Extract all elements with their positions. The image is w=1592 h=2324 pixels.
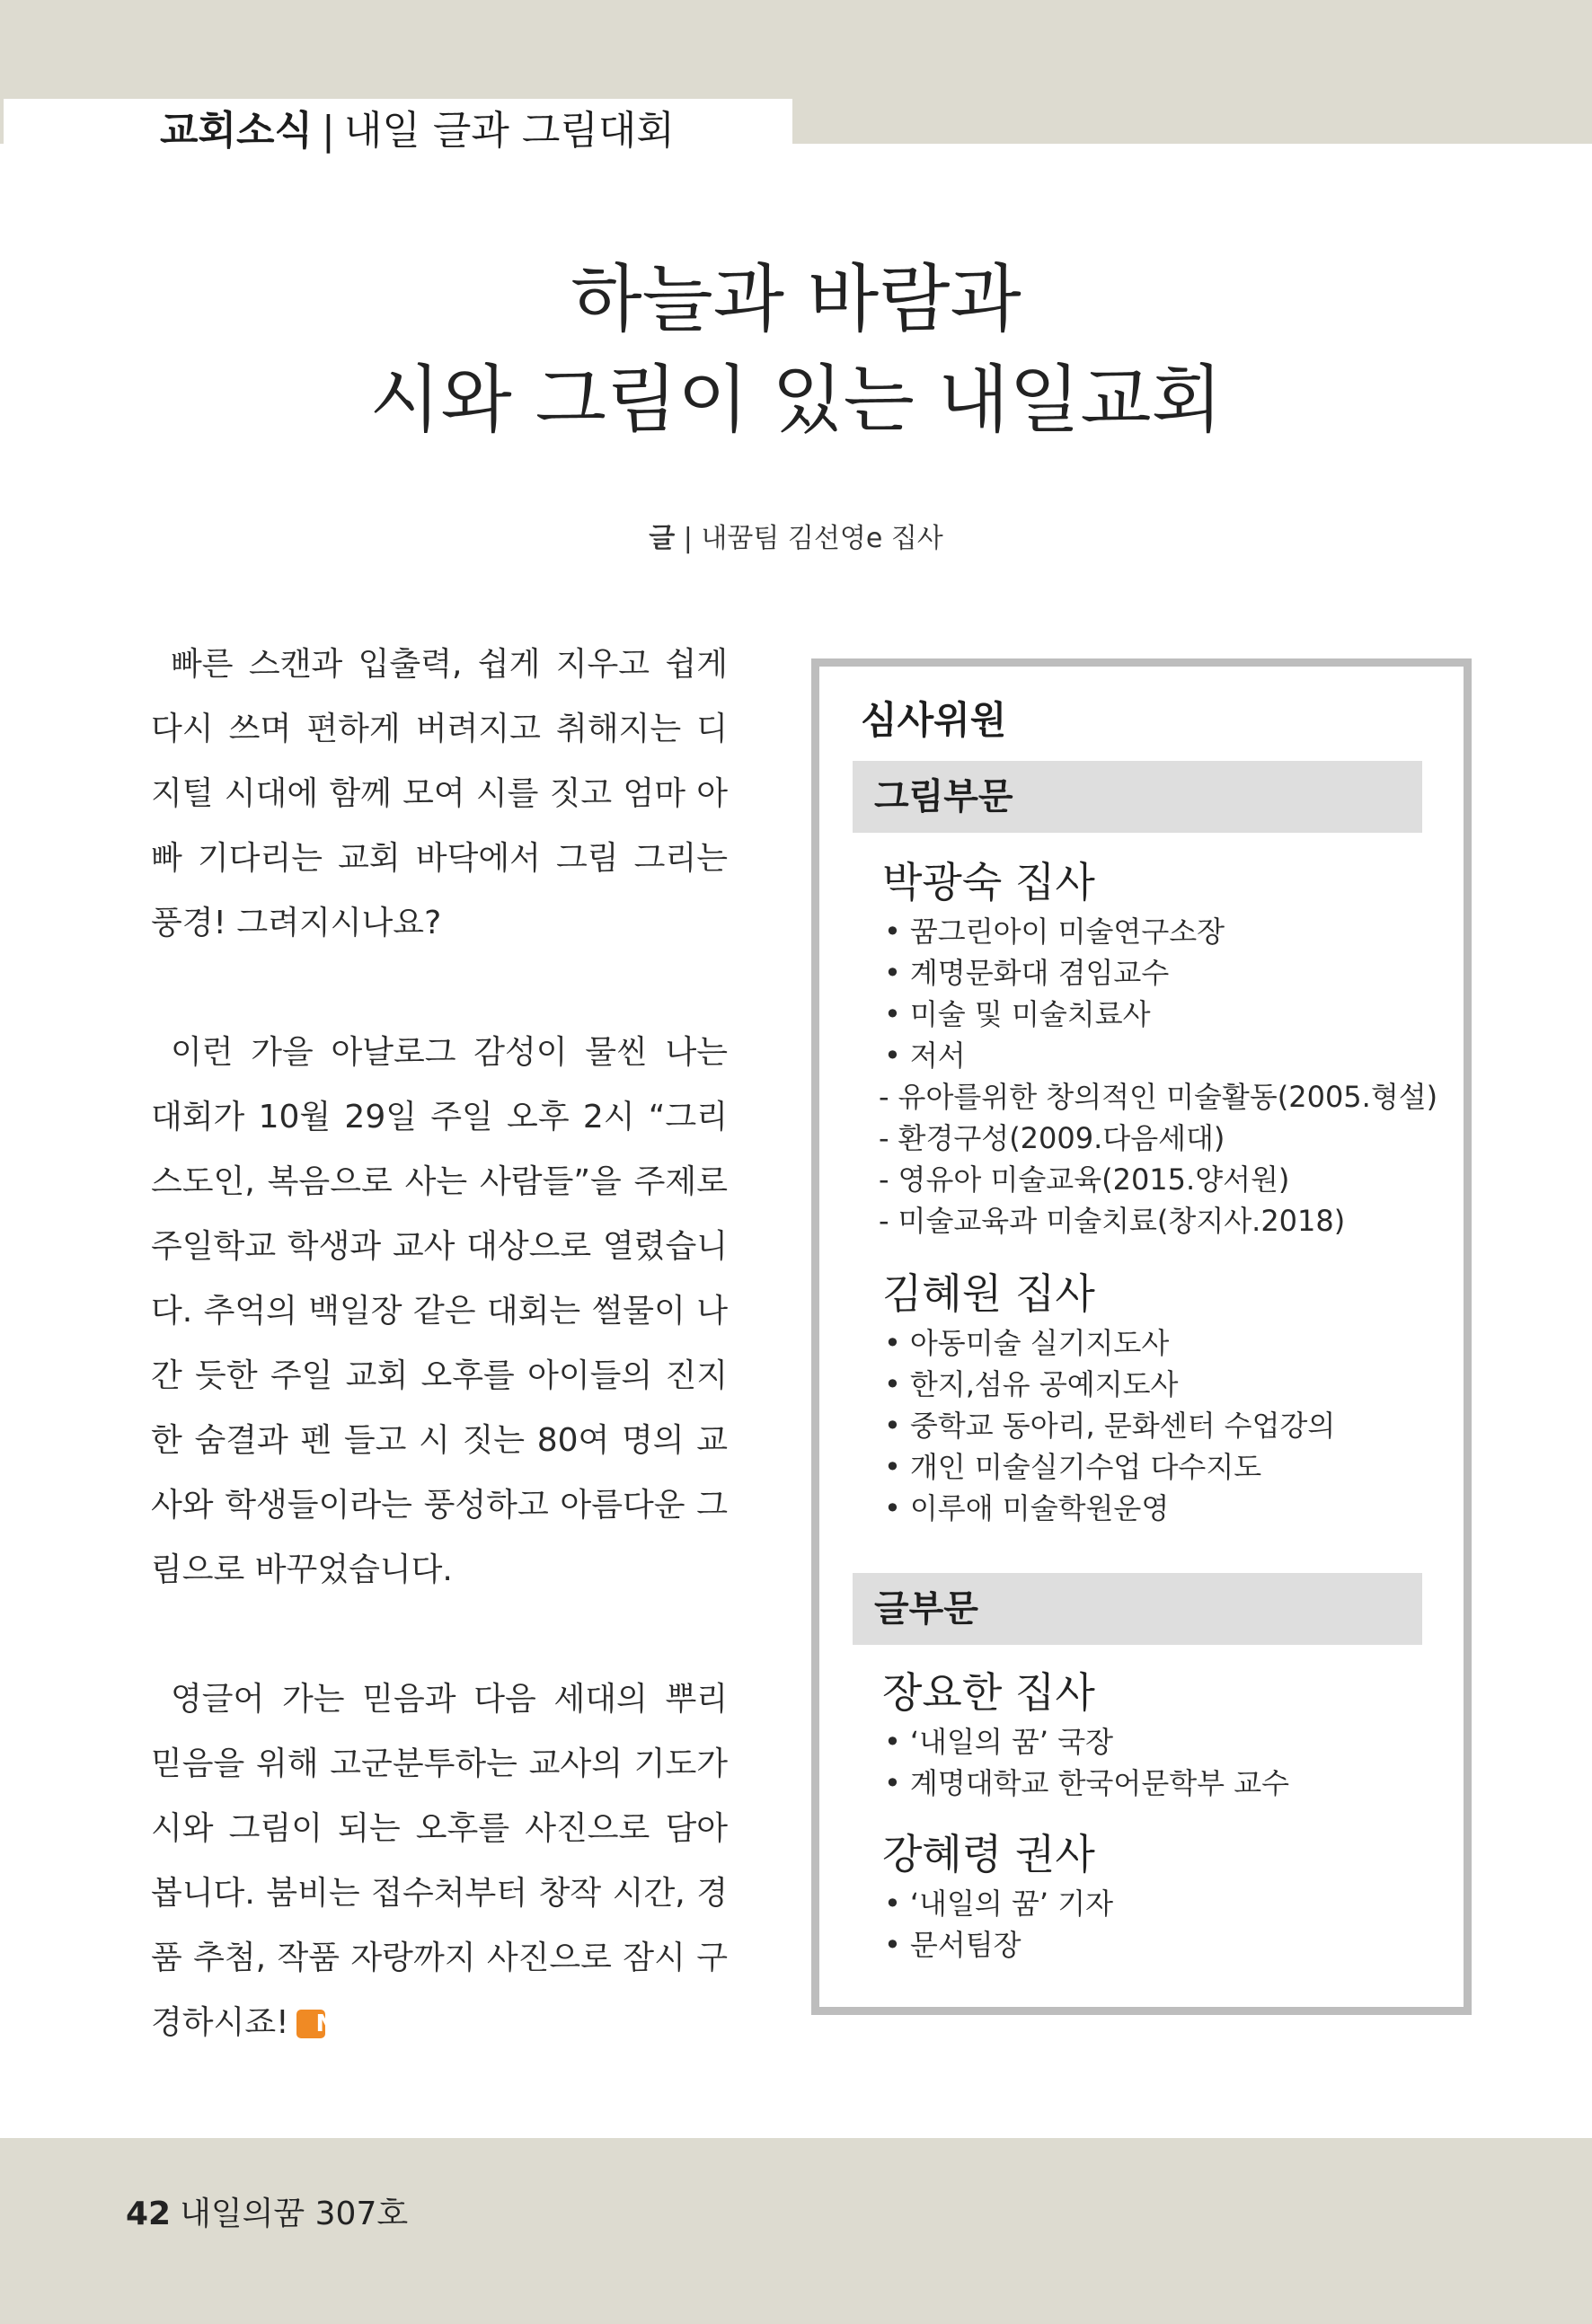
judge-entry [819,1265,1464,1529]
article-paragraph [151,1667,728,2055]
publication-name: 내일의꿈 307호 [180,2196,409,2232]
judge-name: 박광숙 집사 [882,858,1095,906]
credential-item: • 이루애 미술학원운영 [884,1488,1464,1529]
judges-panel [811,658,1472,2015]
judge-name: 장요한 집사 [882,1668,1095,1717]
credential-item: • 저서 [884,1035,1464,1076]
header-separator: | [322,108,335,154]
credential-item: • 한지,섬유 공예지도사 [884,1364,1464,1405]
header-category: 교회소식 [160,108,314,154]
title-line-2: 시와 그림이 있는 내일교회 [369,358,1223,443]
article-title [0,250,1592,451]
credential-item: • 미술 및 미술치료사 [884,994,1464,1035]
article-paragraph: 이런 가을 아날로그 감성이 물씬 나는 대회가 10월 29일 주일 오후 2시 “그리스도인, 복음으로 사는 사람들”을 주제로 주일학교 학생과 교사 대상으로 열렸습니다. 추억의 백일장 같은 대회는 썰물이 나간 듯한 주일 교회 오후를 아이들의 진지한 숨결과 펜 들고 시 짓는 80여 명의 교사와 학생들이라는 풍성하고 아름다운 그림으로 바꾸었습니다. [151,1034,728,1588]
book-item: - 미술교육과 미술치료(창지사.2018) [884,1200,1464,1242]
page-number: 42 [126,2196,172,2232]
article-paragraph: 빠른 스캔과 입출력, 쉽게 지우고 쉽게 다시 쓰며 편하게 버려지고 취해지는 디지털 시대에 함께 모여 시를 짓고 엄마 아빠 기다리는 교회 바닥에서 그림 그리는 풍경! 그려지시나요? [151,646,728,941]
judge-entry [819,1825,1464,1966]
header-section: 내일 글과 그림대회 [343,108,675,154]
credential-item: • 아동미술 실기지도사 [884,1322,1464,1364]
writing-section-bar: 글부문 [853,1573,1422,1645]
byline-separator: | [683,523,693,554]
page-footer [126,2192,408,2237]
judge-credentials [819,1721,1464,1804]
paragraph-text: 영글어 가는 믿음과 다음 세대의 뿌리 믿음을 위해 고군분투하는 교사의 기도가 시와 그림이 되는 오후를 사진으로 담아 봅니다. 붐비는 접수처부터 창작 시간, 경품 추첨, 작품 자랑까지 사진으로 잠시 구경하시죠! [151,1681,728,2041]
credential-item: • 계명문화대 겸임교수 [884,952,1464,994]
judge-name: 강혜령 권사 [882,1830,1095,1878]
book-item: - 환경구성(2009.다음세대) [884,1118,1464,1159]
section-header [160,104,675,158]
book-item: - 유아를위한 창의적인 미술활동(2005.형설) [884,1076,1464,1118]
title-line-1: 하늘과 바람과 [570,257,1022,342]
judge-credentials [819,911,1464,1242]
byline [0,517,1592,561]
credential-item: • 중학교 동아리, 문화센터 수업강의 [884,1405,1464,1446]
drawing-section-bar: 그림부문 [853,761,1422,833]
credential-item: • ‘내일의 꿈’ 기자 [884,1883,1464,1924]
judge-entry [819,1664,1464,1804]
credential-item: • ‘내일의 꿈’ 국장 [884,1721,1464,1763]
credential-item: • 문서팀장 [884,1924,1464,1966]
n-logo-icon: N [296,2010,325,2038]
byline-author: 내꿈팀 김선영e 집사 [701,523,943,554]
judge-name: 김혜원 집사 [882,1269,1095,1318]
book-item: - 영유아 미술교육(2015.양서원) [884,1159,1464,1200]
credential-item: • 계명대학교 한국어문학부 교수 [884,1763,1464,1804]
credential-item: • 개인 미술실기수업 다수지도 [884,1446,1464,1488]
judge-credentials [819,1322,1464,1529]
judge-entry [819,853,1464,1242]
byline-label: 글 [649,523,676,554]
judges-title: 심사위원 [861,698,1007,742]
article-body [151,632,728,2120]
credential-item: • 꿈그린아이 미술연구소장 [884,911,1464,952]
judge-credentials [819,1883,1464,1966]
